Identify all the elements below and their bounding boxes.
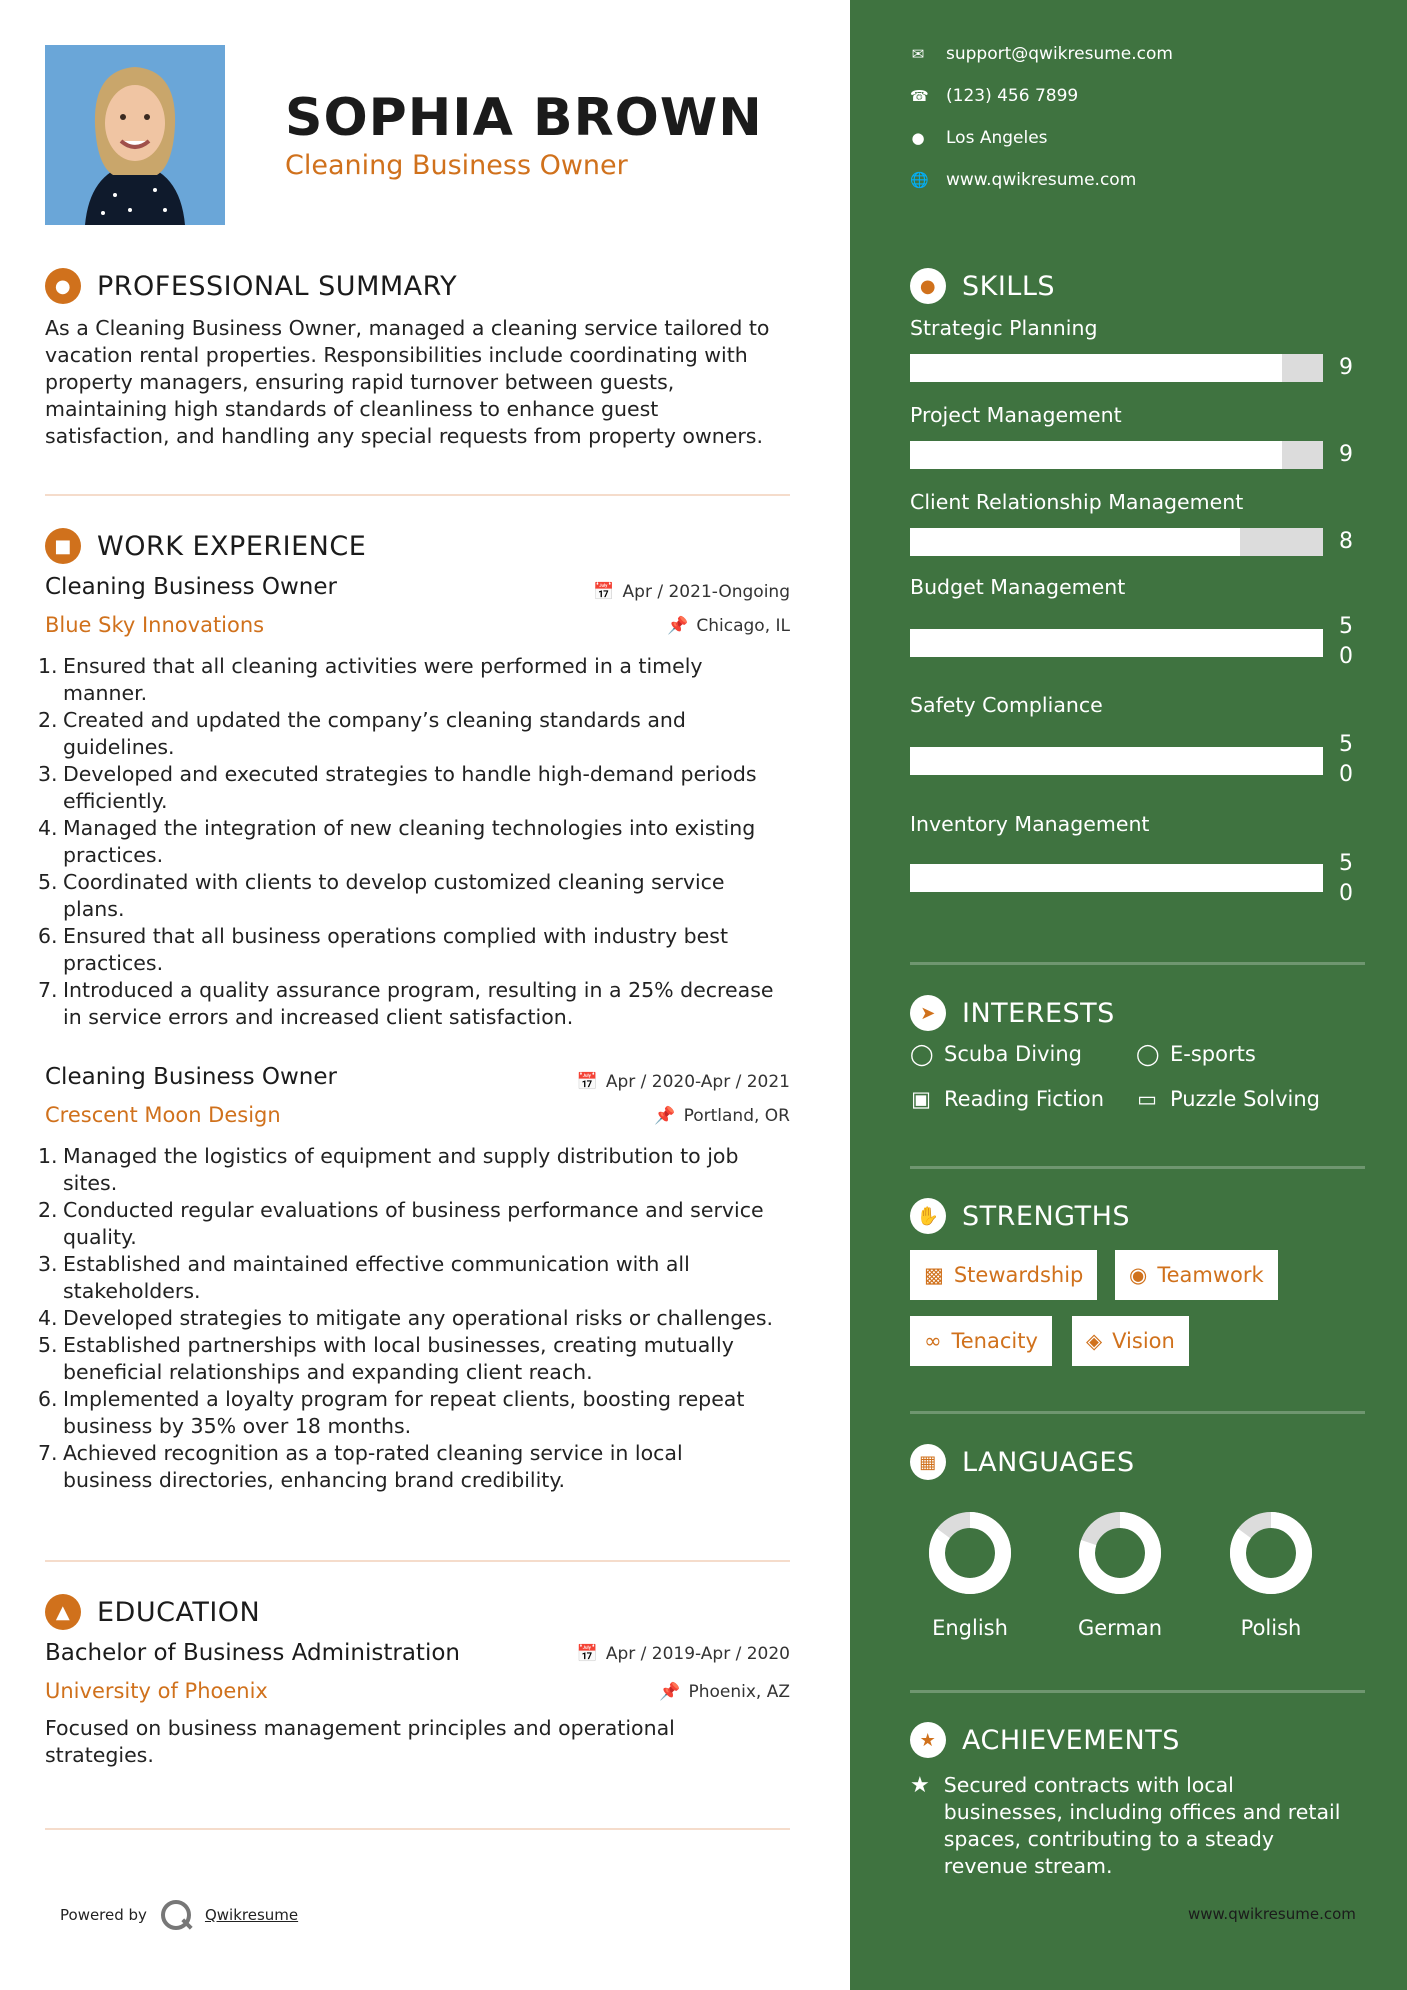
candidate-name: SOPHIA BROWN — [285, 88, 763, 148]
job-location — [490, 616, 790, 636]
achievement-item — [910, 1772, 1370, 1880]
binoculars-icon: ◈ — [1086, 1329, 1103, 1353]
language-name: English — [932, 1616, 1008, 1640]
education-dates — [490, 1644, 790, 1664]
list-item: 2. Created and updated the company’s cleaning standards and guidelines. — [38, 708, 686, 759]
summary-line: satisfaction, and handling any special requests from property owners. — [45, 424, 763, 448]
strengths-title: STRENGTHS — [962, 1200, 1131, 1232]
lightbulb-icon: ● — [910, 268, 946, 304]
envelope-icon: ✉ — [911, 45, 925, 63]
job-dates-text: Apr / 2021-Ongoing — [622, 582, 790, 602]
strength-chip — [1115, 1250, 1278, 1300]
skill-value: 9 — [1339, 355, 1353, 380]
strength-label: Vision — [1112, 1329, 1175, 1353]
skill-bar — [910, 747, 1323, 775]
powered-by-text: Powered by — [60, 1906, 147, 1924]
job-company: Crescent Moon Design — [45, 1103, 281, 1127]
phone-text: (123) 456 7899 — [946, 86, 1079, 106]
strength-chip — [910, 1250, 1097, 1300]
summary-line: As a Cleaning Business Owner, managed a cleaning service tailored to — [45, 316, 770, 340]
education-text — [45, 1715, 795, 1769]
skill-label: Project Management — [910, 403, 1122, 427]
email-text: support@qwikresume.com — [946, 44, 1173, 64]
language-ring — [1075, 1508, 1165, 1598]
achievements-heading — [910, 1722, 1180, 1758]
list-item: 6. Ensured that all business operations complied with industry best practices. — [38, 924, 729, 975]
job-company: Blue Sky Innovations — [45, 613, 265, 637]
job-location-text: Chicago, IL — [696, 616, 790, 636]
skill-bar — [910, 354, 1323, 382]
list-item: 5. Coordinated with clients to develop customized cleaning service plans. — [38, 870, 725, 921]
strengths-heading — [910, 1198, 1130, 1234]
job-title: Cleaning Business Owner — [45, 1064, 337, 1090]
language-name: German — [1077, 1616, 1163, 1640]
sidebar-divider — [910, 962, 1365, 965]
language-item — [1211, 1508, 1331, 1640]
list-item: 5. Established partnerships with local businesses, creating mutually beneficial relationships and expanding client reach. — [38, 1333, 734, 1384]
profile-photo — [45, 45, 225, 225]
contact-website[interactable] — [910, 170, 1136, 190]
interest-label: Puzzle Solving — [1170, 1087, 1320, 1111]
degree: Bachelor of Business Administration — [45, 1640, 460, 1666]
list-item: 1. Ensured that all cleaning activities were performed in a timely manner. — [38, 654, 703, 705]
book-icon: ▭ — [1137, 1087, 1157, 1111]
skill-value: 5 0 — [1339, 851, 1353, 906]
achievement-line: Secured contracts with local — [943, 1773, 1234, 1797]
skill-bar — [910, 441, 1323, 469]
skill-bar — [910, 629, 1323, 657]
pin-icon: 📌 — [659, 1682, 681, 1702]
section-divider — [45, 494, 790, 496]
education-heading — [45, 1594, 260, 1630]
languages-title: LANGUAGES — [962, 1446, 1135, 1478]
school: University of Phoenix — [45, 1679, 268, 1703]
interest-label: Scuba Diving — [944, 1042, 1082, 1066]
interest-item — [910, 1042, 1082, 1066]
achievement-line: businesses, including offices and retail — [943, 1800, 1341, 1824]
skill-label: Inventory Management — [910, 812, 1150, 836]
interest-label: Reading Fiction — [944, 1087, 1105, 1111]
skill-bar-fill — [910, 629, 1323, 657]
list-item: 4. Managed the integration of new cleaning technologies into existing practices. — [38, 816, 756, 867]
achievement-line: spaces, contributing to a steady — [943, 1827, 1275, 1851]
job-bullets — [38, 653, 798, 1031]
skill-bar-fill — [910, 354, 1282, 382]
strength-label: Stewardship — [953, 1263, 1084, 1287]
contact-location — [910, 128, 1048, 148]
strength-chip — [1072, 1316, 1189, 1366]
education-dates-text: Apr / 2019-Apr / 2020 — [605, 1644, 790, 1664]
footer-site[interactable]: www.qwikresume.com — [1188, 1905, 1356, 1923]
briefcase-icon: ■ — [45, 528, 81, 564]
summary-heading — [45, 268, 457, 304]
phone-icon: ☎ — [910, 87, 929, 105]
summary-title: PROFESSIONAL SUMMARY — [97, 270, 458, 302]
list-item: 6. Implemented a loyalty program for repeat clients, boosting repeat business by 35% over 18 months. — [38, 1387, 745, 1438]
interest-item — [1136, 1087, 1320, 1111]
summary-line: property managers, ensuring rapid turnover between guests, — [45, 370, 675, 394]
sidebar-divider — [910, 1690, 1365, 1693]
sidebar-divider — [910, 1411, 1365, 1414]
interest-item — [910, 1087, 1104, 1111]
skill-label: Client Relationship Management — [910, 490, 1244, 514]
strength-label: Teamwork — [1157, 1263, 1264, 1287]
contact-email[interactable] — [910, 44, 1173, 64]
skill-bar-fill — [910, 747, 1323, 775]
job-location-text: Portland, OR — [683, 1106, 790, 1126]
interest-label: E-sports — [1170, 1042, 1256, 1066]
life-ring-icon: ◯ — [910, 1042, 934, 1066]
qwikresume-logo-icon — [161, 1900, 191, 1930]
skill-value: 8 — [1339, 529, 1353, 554]
calendar-icon: 📅 — [576, 1644, 598, 1664]
list-item: 1. Managed the logistics of equipment and supply distribution to job sites. — [38, 1144, 739, 1195]
summary-text — [45, 315, 795, 450]
list-item: 3. Established and maintained effective communication with all stakeholders. — [38, 1252, 690, 1303]
contact-phone[interactable] — [910, 86, 1078, 106]
skill-label: Safety Compliance — [910, 693, 1103, 717]
gamepad-icon: ▣ — [911, 1087, 931, 1111]
interest-item — [1136, 1042, 1256, 1066]
job-dates — [490, 1072, 790, 1092]
list-item: 2. Conducted regular evaluations of business performance and service quality. — [38, 1198, 764, 1249]
trophy-icon: ★ — [910, 1722, 946, 1758]
location-text: Los Angeles — [946, 128, 1048, 148]
list-item: 4. Developed strategies to mitigate any operational risks or challenges. — [38, 1306, 774, 1330]
skill-bar — [910, 528, 1323, 556]
skills-title: SKILLS — [962, 270, 1056, 302]
job-dates — [490, 582, 790, 602]
skill-value: 5 0 — [1339, 732, 1353, 787]
life-ring-icon: ◯ — [1136, 1042, 1160, 1066]
skill-label: Strategic Planning — [910, 316, 1098, 340]
skill-value: 9 — [1339, 442, 1353, 467]
job-dates-text: Apr / 2020-Apr / 2021 — [605, 1072, 790, 1092]
education-line: strategies. — [45, 1743, 154, 1767]
education-location — [490, 1682, 790, 1702]
star-icon: ★ — [910, 1773, 930, 1798]
brand-link[interactable]: Qwikresume — [204, 1906, 299, 1924]
languages-heading — [910, 1444, 1135, 1480]
list-item: 3. Developed and executed strategies to handle high-demand periods efficiently. — [38, 762, 757, 813]
skill-bar-fill — [910, 441, 1282, 469]
map-pin-icon: ● — [911, 129, 925, 147]
powered-by — [60, 1900, 298, 1930]
education-location-text: Phoenix, AZ — [688, 1682, 790, 1702]
strength-label: Tenacity — [951, 1329, 1038, 1353]
section-divider — [45, 1828, 790, 1830]
experience-heading — [45, 528, 366, 564]
language-ring — [1226, 1508, 1316, 1598]
education-line: Focused on business management principles and operational — [45, 1716, 675, 1740]
job-title: Cleaning Business Owner — [45, 574, 337, 600]
users-icon: ◉ — [1129, 1263, 1148, 1287]
briefcase-icon: ▩ — [924, 1263, 944, 1287]
pin-icon: 📌 — [667, 616, 689, 636]
experience-title: WORK EXPERIENCE — [97, 530, 367, 562]
pin-icon: 📌 — [654, 1106, 676, 1126]
strength-chip — [910, 1316, 1052, 1366]
summary-line: vacation rental properties. Responsibilities include coordinating with — [45, 343, 748, 367]
graduation-icon: ▲ — [45, 1594, 81, 1630]
candidate-role: Cleaning Business Owner — [285, 150, 628, 181]
website-text: www.qwikresume.com — [946, 170, 1137, 190]
job-location — [490, 1106, 790, 1126]
calendar-icon: 📅 — [593, 582, 615, 602]
interests-heading — [910, 995, 1115, 1031]
skill-bar-fill — [910, 864, 1323, 892]
language-name: Polish — [1240, 1616, 1302, 1640]
section-divider — [45, 1560, 790, 1562]
skill-value: 5 0 — [1339, 614, 1353, 669]
language-item — [910, 1508, 1030, 1640]
summary-line: maintaining high standards of cleanliness to enhance guest — [45, 397, 659, 421]
sidebar-divider — [910, 1166, 1365, 1169]
list-item: 7. Introduced a quality assurance program, resulting in a 25% decrease in service errors and increased client satisfaction. — [38, 978, 774, 1029]
hand-icon: ✋ — [910, 1198, 946, 1234]
globe-icon: 🌐 — [910, 171, 929, 189]
skill-bar-fill — [910, 528, 1240, 556]
language-icon: ▦ — [910, 1444, 946, 1480]
paper-plane-icon: ➤ — [910, 995, 946, 1031]
language-item — [1060, 1508, 1180, 1640]
link-icon: ∞ — [924, 1329, 942, 1353]
language-ring — [925, 1508, 1015, 1598]
skill-bar — [910, 864, 1323, 892]
education-title: EDUCATION — [97, 1596, 261, 1628]
user-icon: ● — [45, 268, 81, 304]
job-bullets — [38, 1143, 798, 1494]
calendar-icon: 📅 — [576, 1072, 598, 1092]
list-item: 7. Achieved recognition as a top-rated cleaning service in local business directories, enhancing brand credibility. — [38, 1441, 683, 1492]
achievement-line: revenue stream. — [943, 1854, 1113, 1878]
interests-title: INTERESTS — [962, 997, 1115, 1029]
skill-label: Budget Management — [910, 575, 1126, 599]
achievements-title: ACHIEVEMENTS — [962, 1724, 1180, 1756]
skills-heading — [910, 268, 1055, 304]
